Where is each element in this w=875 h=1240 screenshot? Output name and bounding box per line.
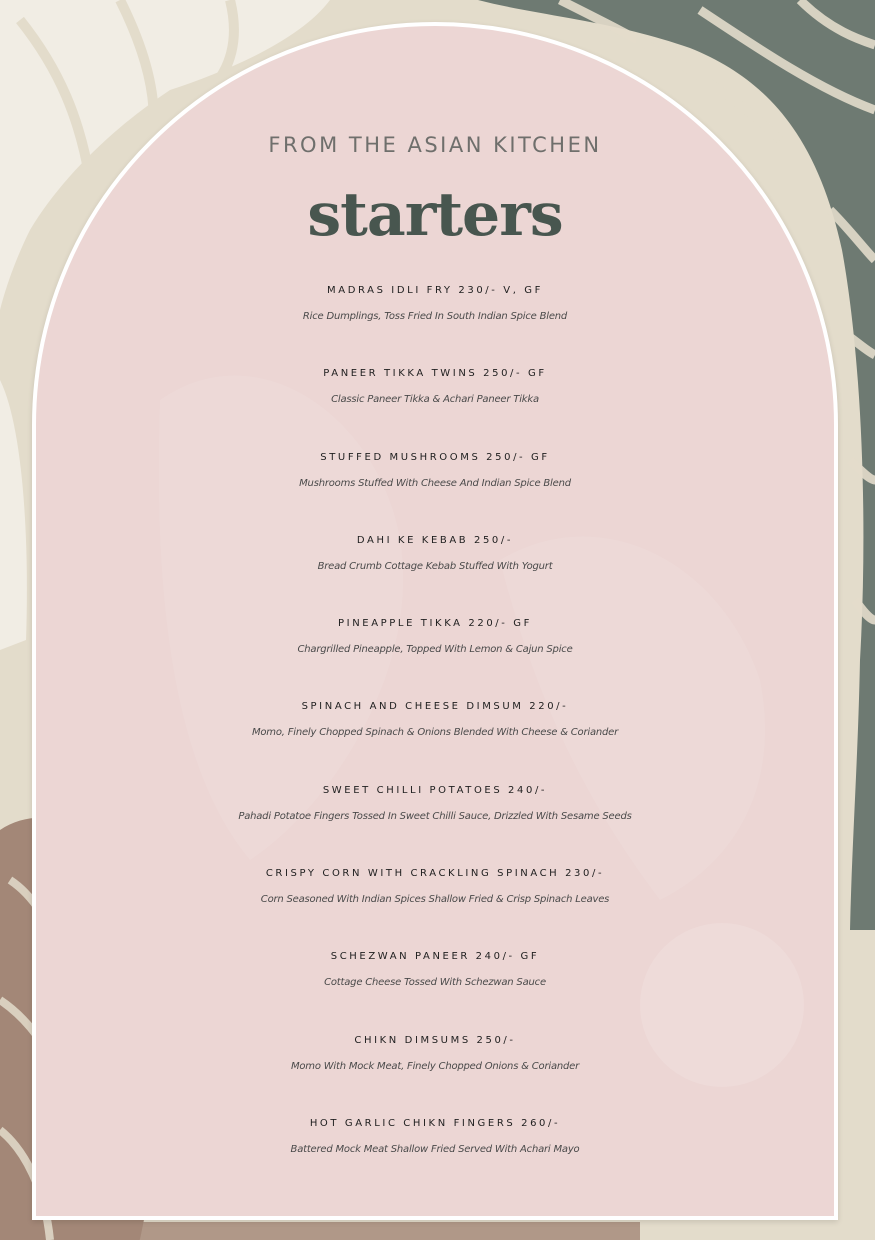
menu-item-name: DAHI KE KEBAB 250/-	[356, 534, 514, 546]
menu-item-description: Cottage Cheese Tossed With Schezwan Sauce	[324, 977, 546, 989]
menu-item-name: STUFFED MUSHROOMS 250/- GF	[320, 451, 550, 463]
menu-item-name: PINEAPPLE TIKKA 220/- GF	[338, 618, 532, 630]
menu-item	[32, 359, 838, 442]
menu-item	[32, 526, 838, 609]
menu-item-name: SPINACH AND CHEESE DIMSUM 220/-	[301, 701, 569, 713]
page-title: starters	[307, 180, 563, 250]
menu-item-name: PANEER TIKKA TWINS 250/- GF	[323, 368, 547, 380]
menu-item-name: MADRAS IDLI FRY 230/- V, GF	[327, 285, 543, 296]
section-eyebrow: FROM THE ASIAN KITCHEN	[268, 133, 602, 157]
menu-item-list	[32, 276, 838, 1192]
menu-item	[32, 859, 838, 942]
menu-item-description: Corn Seasoned With Indian Spices Shallow Fried & Crisp Spinach Leaves	[260, 894, 610, 906]
menu-item-description: Rice Dumplings, Toss Fried In South Indian Spice Blend	[302, 311, 568, 322]
menu-item	[32, 942, 838, 1025]
menu-item	[32, 609, 838, 692]
menu-item	[32, 692, 838, 775]
menu-item-description: Classic Paneer Tikka & Achari Paneer Tikka	[331, 394, 539, 406]
menu-content	[32, 22, 838, 1220]
brown-leaf-bottom-shape	[140, 1222, 640, 1240]
menu-item	[32, 776, 838, 859]
menu-item	[32, 1026, 838, 1109]
menu-item-name: CHIKN DIMSUMS 250/-	[354, 1034, 516, 1046]
menu-item-name: SWEET CHILLI POTATOES 240/-	[322, 784, 548, 796]
menu-item-name: CRISPY CORN WITH CRACKLING SPINACH 230/-	[265, 868, 605, 880]
menu-item-description: Chargrilled Pineapple, Topped With Lemon & Cajun Spice	[297, 644, 573, 656]
menu-item	[32, 276, 838, 359]
menu-item	[32, 1109, 838, 1192]
menu-item-description: Battered Mock Meat Shallow Fried Served With Achari Mayo	[290, 1143, 580, 1155]
menu-item-description: Pahadi Potatoe Fingers Tossed In Sweet Chilli Sauce, Drizzled With Sesame Seeds	[238, 810, 632, 822]
menu-item-description: Momo With Mock Meat, Finely Chopped Onions & Coriander	[290, 1060, 580, 1072]
menu-item-description: Bread Crumb Cottage Kebab Stuffed With Yogurt	[317, 560, 553, 572]
menu-item-description: Mushrooms Stuffed With Cheese And Indian Spice Blend	[299, 477, 571, 489]
menu-item-name: HOT GARLIC CHIKN FINGERS 260/-	[309, 1117, 561, 1129]
menu-item-name: SCHEZWAN PANEER 240/- GF	[330, 951, 540, 963]
menu-item-description: Momo, Finely Chopped Spinach & Onions Blended With Cheese & Coriander	[251, 727, 619, 739]
menu-item	[32, 443, 838, 526]
